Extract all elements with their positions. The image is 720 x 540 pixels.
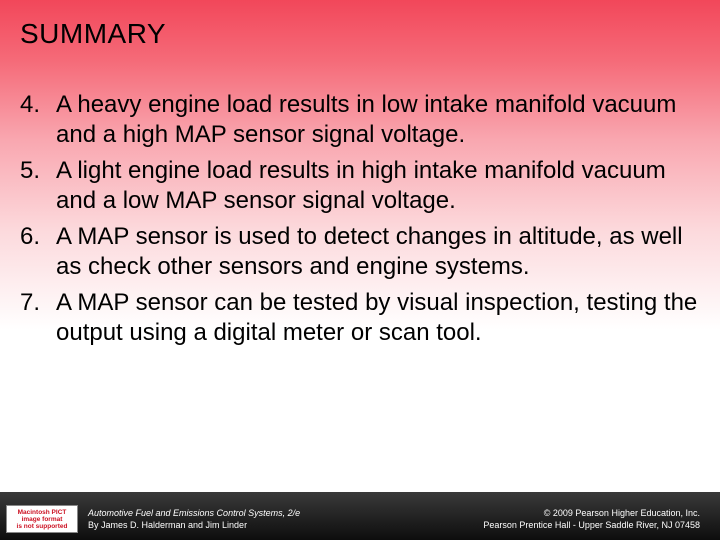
item-number: 6.: [20, 223, 41, 250]
copyright-text: © 2009 Pearson Higher Education, Inc.: [543, 508, 700, 518]
item-number: 5.: [20, 157, 41, 184]
list-item: [20, 222, 710, 282]
item-text: A light engine load results in high intake manifold vacuum and a low MAP sensor signal voltage.: [56, 157, 666, 214]
logo-line: image format: [21, 515, 63, 523]
publisher-text: Pearson Prentice Hall - Upper Saddle River, NJ 07458: [483, 520, 700, 530]
item-text: A MAP sensor can be tested by visual inspection, testing the output using a digital meter or scan tool.: [56, 289, 698, 346]
slide-title: SUMMARY: [20, 18, 167, 49]
logo-line: Macintosh PICT: [17, 508, 67, 516]
publisher-logo-placeholder: [6, 505, 78, 533]
book-title: Automotive Fuel and Emissions Control Systems, 2/e: [88, 508, 301, 518]
list-item: [20, 156, 710, 216]
item-number: 4.: [20, 91, 41, 118]
item-number: 7.: [20, 289, 41, 316]
summary-list: [20, 90, 710, 354]
footer-copyright: [483, 507, 700, 531]
list-item: [20, 288, 710, 348]
logo-line: is not supported: [16, 522, 68, 530]
item-text: A heavy engine load results in low intake manifold vacuum and a high MAP sensor signal voltage.: [56, 91, 677, 148]
list-item: [20, 90, 710, 150]
book-authors: By James D. Halderman and Jim Linder: [88, 520, 248, 530]
footer-book-info: [88, 507, 300, 531]
item-text: A MAP sensor is used to detect changes in altitude, as well as check other sensors and engine systems.: [56, 223, 683, 280]
footer-bar: [0, 492, 720, 540]
